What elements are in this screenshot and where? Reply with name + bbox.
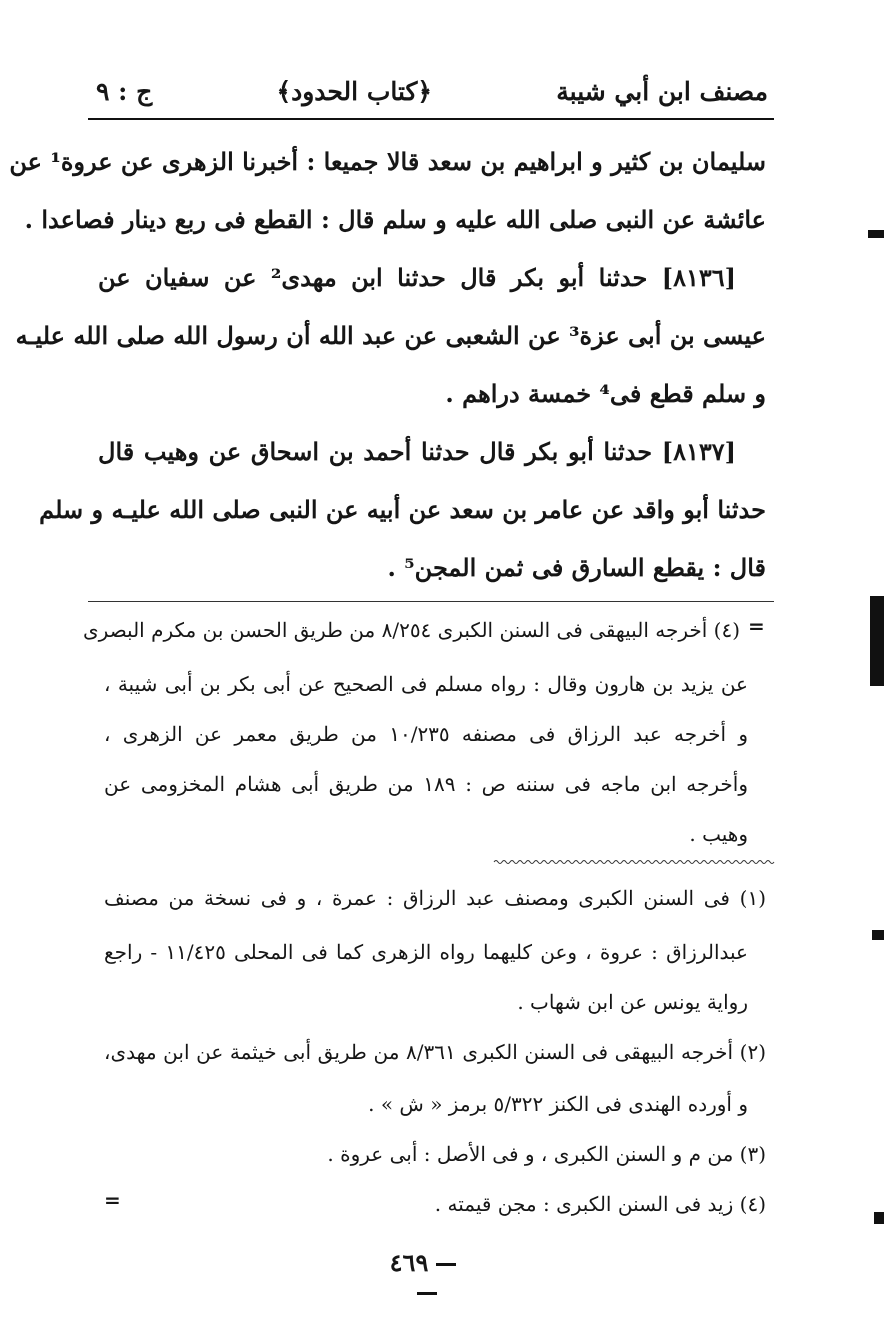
page-edge-mark (874, 1212, 884, 1224)
footnote-1: (١) فى السنن الكبرى ومصنف عبد الرزاق : عمرة ، و فى نسخة من مصنف (104, 886, 766, 910)
footnote-2: (٢) أخرجه البيهقى فى السنن الكبرى ٨/٣٦١ من طريق أبى خيثمة عن ابن مهدى، (104, 1040, 766, 1064)
header-volume: ج : ٩ (96, 76, 153, 106)
continuation-mark-bottom: = (104, 1188, 121, 1212)
text-line: قال : يقطع السارق فى ثمن المجن⁵ . (387, 553, 766, 582)
footnote-3: (٣) من م و السنن الكبرى ، و فى الأصل : أبى عروة . (327, 1142, 766, 1166)
text-line: حدثنا أبو واقد عن عامر بن سعد عن أبيه عن النبى صلى الله عليـه و سلم (39, 495, 766, 524)
page-number: ٤٦٩ (372, 1248, 482, 1306)
notes-divider (88, 601, 774, 602)
page-edge-mark (872, 930, 884, 940)
page-edge-mark (868, 230, 884, 238)
header-book-title: ﴿كتاب الحدود﴾ (276, 76, 433, 106)
footnote-line: عبدالرزاق : عروة ، وعن كليهما رواه الزهرى كما فى المحلى ١١/٤٢٥ - راجع (104, 940, 748, 964)
page-edge-mark (870, 596, 884, 686)
text-line: عيسى بن أبى عزة³ عن الشعبى عن عبد الله أن رسول الله صلى الله عليـه (15, 321, 766, 350)
footnote-line: وأخرجه ابن ماجه فى سننه ص : ١٨٩ من طريق أبى هشام المخزومى عن (104, 772, 749, 796)
text-line: و سلم قطع فى⁴ خمسة دراهم . (445, 379, 766, 408)
footnote-line: و أورده الهندى فى الكنز ٥/٣٢٢ برمز « ش » . (368, 1092, 748, 1116)
text-line: [٨١٣٧] حدثنا أبو بكر قال حدثنا أحمد بن اسحاق عن وهيب قال (98, 437, 736, 466)
footnote-line: عن يزيد بن هارون وقال : رواه مسلم فى الصحيح عن أبى بكر بن أبى شيبة ، (104, 672, 748, 696)
text-line: عائشة عن النبى صلى الله عليه و سلم قال : القطع فى ربع دينار فصاعدا . (24, 205, 766, 234)
footnote-line: رواية يونس عن ابن شهاب . (517, 990, 748, 1014)
header-author: مصنف ابن أبي شيبة (556, 76, 768, 106)
continuation-mark-top: = (748, 614, 765, 638)
running-header (96, 66, 768, 116)
text-line: [٨١٣٦] حدثنا أبو بكر قال حدثنا ابن مهدى² عن سفيان عن (98, 263, 736, 292)
text-line: سليمان بن كثير و ابراهيم بن سعد قالا جميعا : أخبرنا الزهرى عن عروة¹ عن (9, 147, 766, 176)
footnote-line: و أخرجه عبد الرزاق فى مصنفه ١٠/٢٣٥ من طريق معمر عن الزهرى ، (104, 722, 748, 746)
header-rule (88, 118, 774, 120)
footnote-separator (494, 859, 774, 865)
footnote-line: وهيب . (689, 822, 748, 846)
footnote-line: (٤) أخرجه البيهقى فى السنن الكبرى ٨/٢٥٤ من طريق الحسن بن مكرم البصرى (83, 618, 740, 642)
footnote-4: (٤) زيد فى السنن الكبرى : مجن قيمته . (434, 1192, 766, 1216)
